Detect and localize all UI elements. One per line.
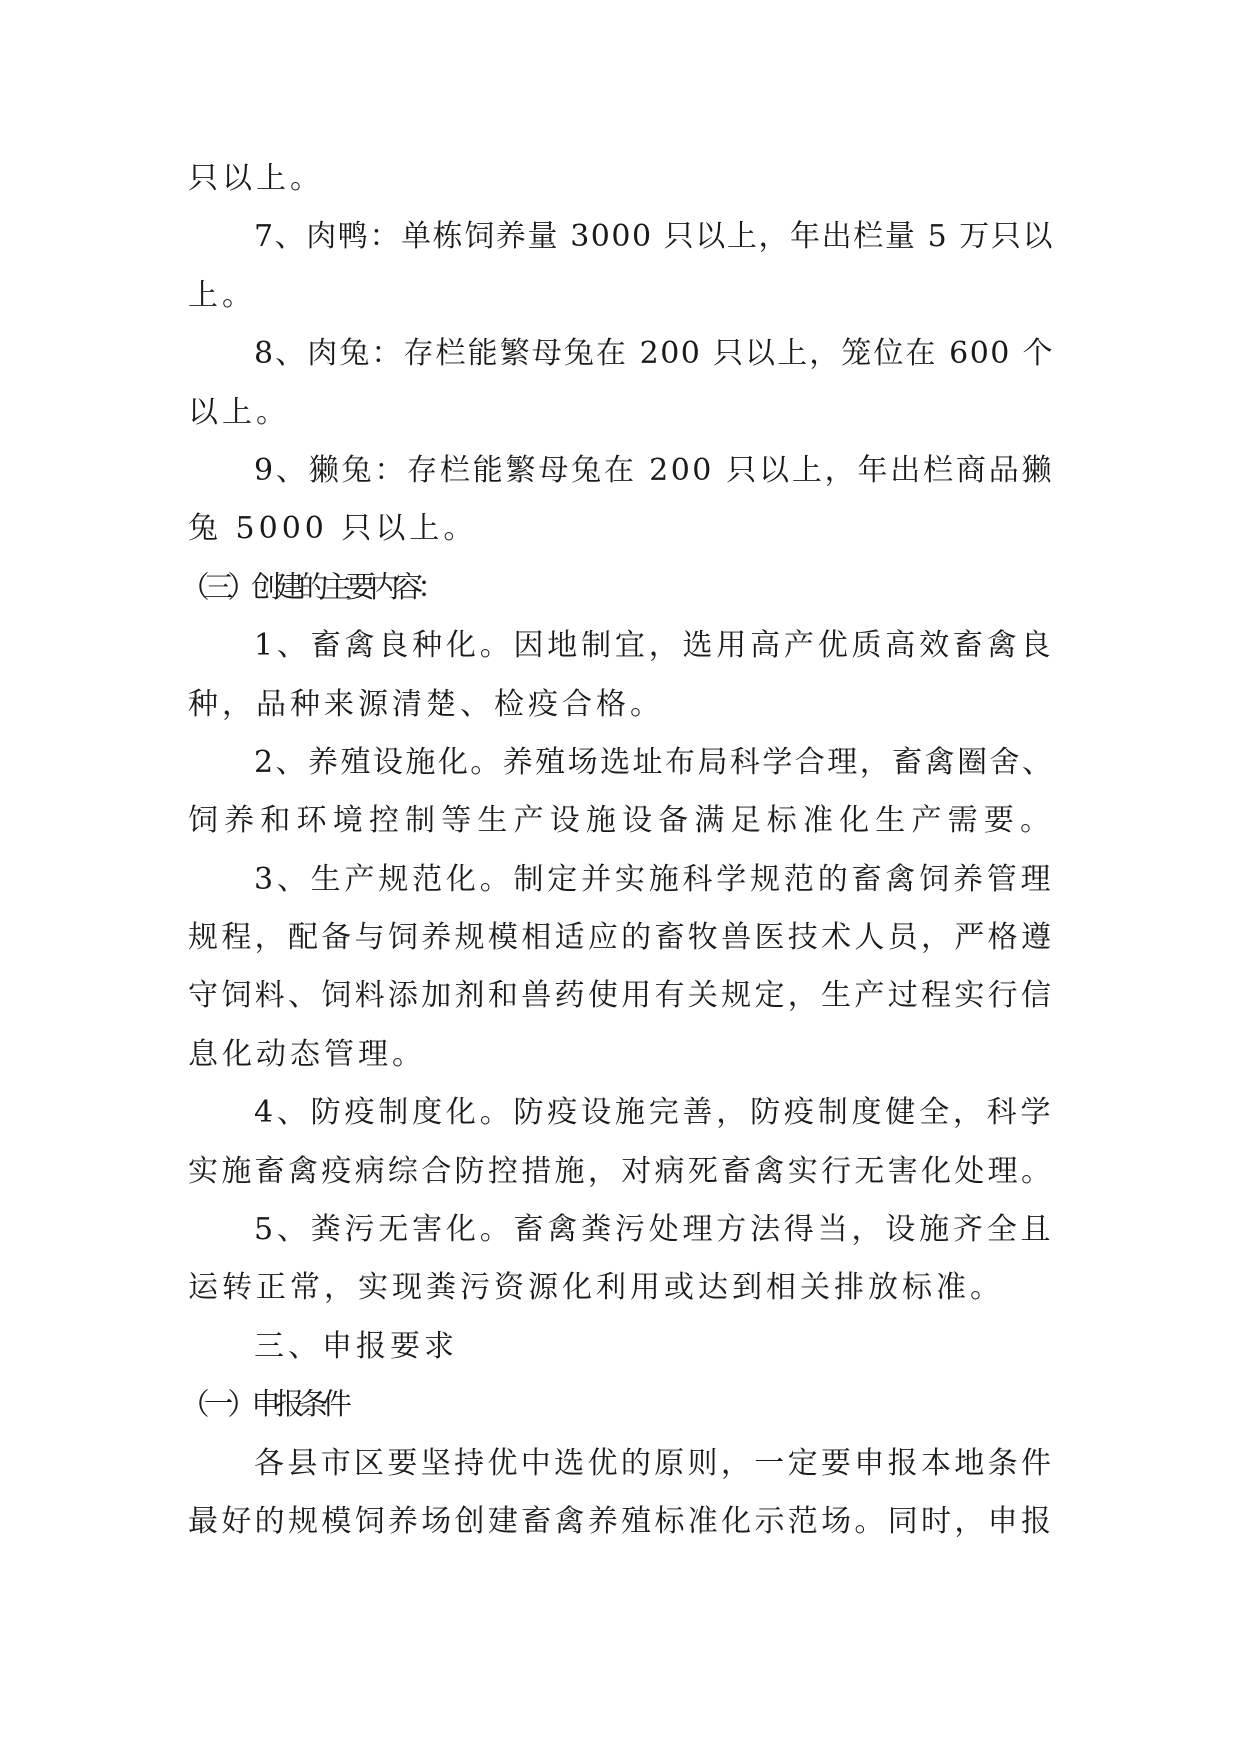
text-line: 最好的规模饲养场创建畜禽养殖标准化示范场。同时，申报 bbox=[188, 1503, 1054, 1539]
text-line: 兔 5000 只以上。 bbox=[188, 511, 478, 547]
text-line: 守饲料、饲料添加剂和兽药使用有关规定，生产过程实行信 bbox=[188, 978, 1054, 1014]
section-heading: （一）申报条件 bbox=[180, 1387, 347, 1423]
text-line: 8、肉兔：存栏能繁母兔在 200 只以上，笼位在 600 个 bbox=[254, 336, 1054, 372]
text-line: 上。 bbox=[188, 277, 256, 313]
text-line: 运转正常，实现粪污资源化利用或达到相关排放标准。 bbox=[188, 1270, 1004, 1306]
text-line: 3、生产规范化。制定并实施科学规范的畜禽饲养管理 bbox=[254, 861, 1054, 897]
text-line: 4、防疫制度化。防疫设施完善，防疫制度健全，科学 bbox=[254, 1095, 1054, 1131]
text-line: 饲养和环境控制等生产设施设备满足标准化生产需要。 bbox=[188, 803, 1054, 839]
text-line: 息化动态管理。 bbox=[188, 1036, 426, 1072]
text-line: 7、肉鸭：单栋饲养量 3000 只以上，年出栏量 5 万只以 bbox=[254, 219, 1054, 255]
section-heading: （三）创建的主要内容： bbox=[180, 569, 441, 605]
text-line: 2、养殖设施化。养殖场选址布局科学合理，畜禽圈舍、 bbox=[254, 744, 1054, 780]
text-line: 只以上。 bbox=[188, 161, 324, 196]
text-line: 以上。 bbox=[188, 394, 290, 430]
text-line: 5、粪污无害化。畜禽粪污处理方法得当，设施齐全且 bbox=[254, 1212, 1054, 1248]
text-line: 各县市区要坚持优中选优的原则，一定要申报本地条件 bbox=[254, 1445, 1054, 1481]
document-body bbox=[180, 150, 1054, 1551]
text-line: 1、畜禽良种化。因地制宜，选用高产优质高效畜禽良 bbox=[254, 628, 1054, 664]
text-line: 规程，配备与饲养规模相适应的畜牧兽医技术人员，严格遵 bbox=[188, 920, 1054, 956]
text-line: 实施畜禽疫病综合防控措施，对病死畜禽实行无害化处理。 bbox=[188, 1153, 1054, 1189]
text-line: 9、獭兔：存栏能繁母兔在 200 只以上，年出栏商品獭 bbox=[254, 452, 1054, 488]
text-line: 种，品种来源清楚、检疫合格。 bbox=[188, 686, 664, 722]
section-heading: 三、申报要求 bbox=[254, 1328, 458, 1364]
